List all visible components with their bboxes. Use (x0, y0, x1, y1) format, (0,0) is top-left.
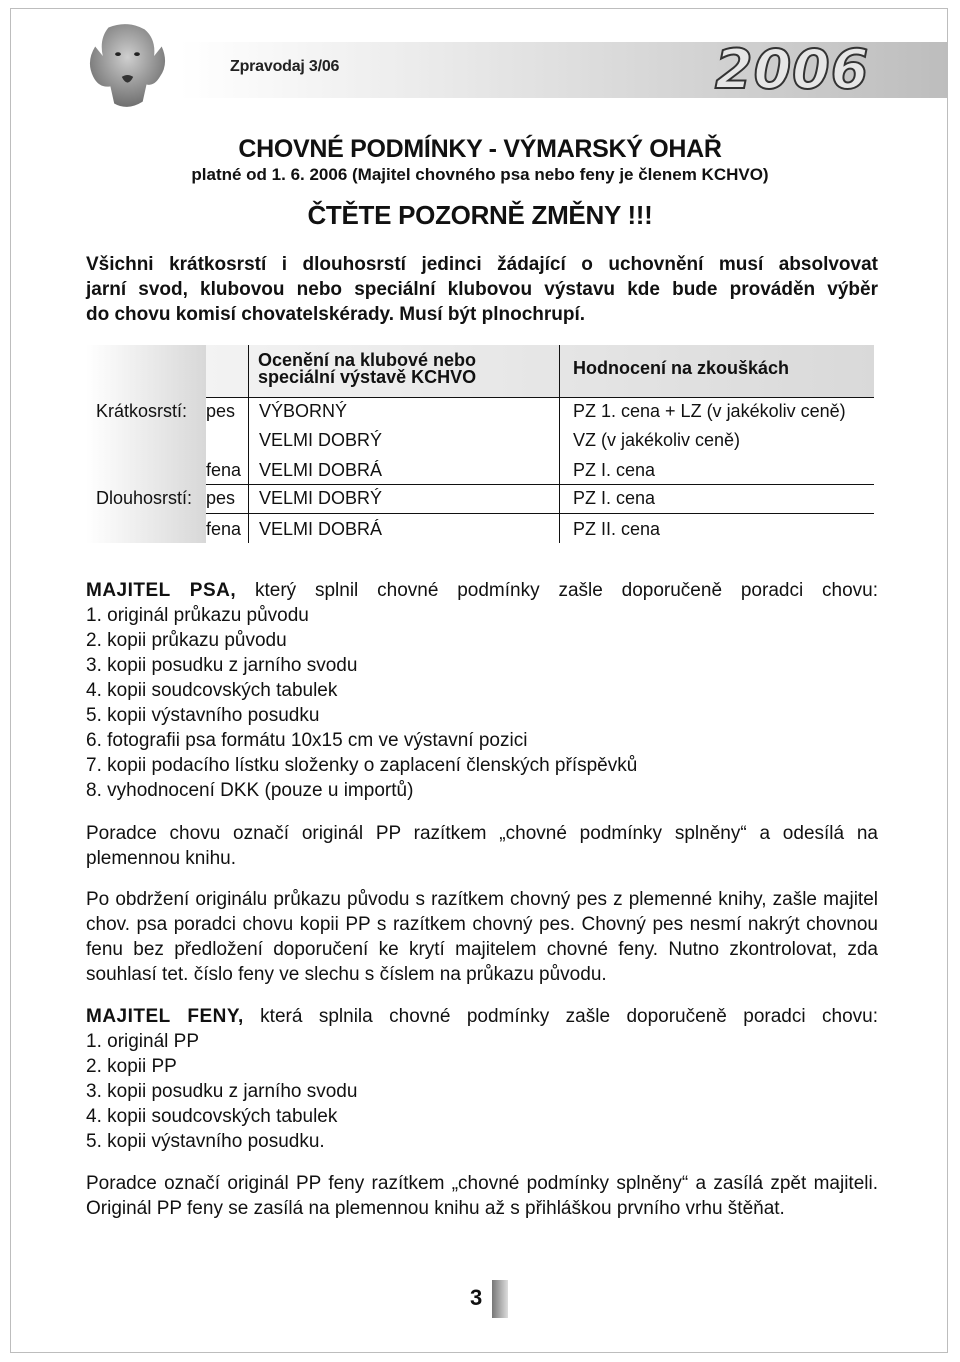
table-header-show: Ocenění na klubové nebo speciální výstavě KCHVO (258, 350, 477, 387)
list-item: 6. fotografii psa formátu 10x15 cm ve výstavní pozici (86, 730, 528, 751)
bitch-owner-section (86, 1004, 878, 1154)
table-cell-tests: PZ I. cena (573, 460, 656, 480)
dog-head-illustration (80, 18, 175, 113)
table-cell-tests: PZ I. cena (573, 488, 656, 508)
list-item: 2. kopii PP (86, 1056, 177, 1077)
intro-paragraph (86, 252, 878, 327)
intro-line-3: do chovu komisí chovatelskérady. Musí být plnochrupí. (86, 304, 586, 325)
stamp-paragraph-dog: Poradce chovu označí originál PP razítkem „chovné podmínky splněny“ a odesílá na plemennou knihu. (86, 823, 878, 869)
dog-owner-lead (86, 578, 878, 603)
bitch-owner-lead (86, 1004, 878, 1029)
newsletter-issue: Zpravodaj 3/06 (230, 58, 340, 75)
table-row-label-shade (86, 345, 206, 543)
dog-owner-section (86, 578, 878, 803)
table-cell-coat: Krátkosrstí: (96, 401, 188, 421)
issue-year: 2006 (715, 38, 870, 101)
table-cell-show: VELMI DOBRÁ (259, 519, 383, 539)
table-cell-tests: VZ (v jakékoliv ceně) (573, 430, 741, 450)
list-item: 2. kopii průkazu původu (86, 630, 287, 651)
table-cell-sex: fena (206, 460, 242, 480)
list-item: 1. originál průkazu původu (86, 605, 309, 626)
table-cell-show: VELMI DOBRÁ (259, 460, 383, 480)
table-cell-show: VELMI DOBRÝ (259, 488, 383, 508)
intro-line-2: jarní svod, klubovou nebo speciální klubovou výstavu kde bude prováděn výběr (86, 279, 878, 300)
bitch-owner-lead-text: která splnila chovné podmínky zašle doporučeně poradci chovu: (243, 1006, 879, 1027)
list-item: 3. kopii posudku z jarního svodu (86, 1081, 358, 1102)
table-cell-tests: PZ 1. cena + LZ (v jakékoliv ceně) (573, 401, 846, 421)
page-number: 3 (470, 1285, 483, 1310)
bitch-owner-heading: MAJITEL FENY, (86, 1006, 244, 1027)
changes-notice: ČTĚTE POZORNĚ ZMĚNY !!! (307, 200, 653, 230)
page-number-bar (492, 1280, 508, 1318)
intro-line-1: Všichni krátkosrstí i dlouhosrstí jedinci žádající o uchovnění musí absolvovat (86, 254, 878, 275)
list-item: 3. kopii posudku z jarního svodu (86, 655, 358, 676)
list-item: 1. originál PP (86, 1031, 200, 1052)
table-cell-sex: pes (206, 488, 236, 508)
table-cell-sex: fena (206, 519, 242, 539)
dog-owner-lead-text: který splnil chovné podmínky zašle doporučeně poradci chovu: (236, 580, 878, 601)
table-divider (206, 484, 874, 485)
table-cell-coat: Dlouhosrstí: (96, 488, 193, 508)
return-paragraph: Po obdržení originálu průkazu původu s razítkem chovný pes z plemenné knihy, zašle majitel chov. psa poradci chovu kopii PP s razítkem chovný pes. Chovný pes nesmí nakrýt chovnou fenu bez předložení doporučení ke krytí majitelem chovné feny. Nutno zkontrolovat, zda souhlasí tet. číslo feny ve slechu s číslem na průkazu původu. (86, 889, 878, 985)
page-title: CHOVNÉ PODMÍNKY - VÝMARSKÝ OHAŘ (238, 135, 722, 163)
page-subtitle: platné od 1. 6. 2006 (Majitel chovného psa nebo feny je členem KCHVO) (191, 165, 769, 184)
list-item: 8. vyhodnocení DKK (pouze u importů) (86, 780, 414, 801)
table-divider (206, 513, 874, 514)
table-cell-tests: PZ II. cena (573, 519, 661, 539)
list-item: 4. kopii soudcovských tabulek (86, 680, 338, 701)
stamp-paragraph-bitch: Poradce označí originál PP feny razítkem „chovné podmínky splněny“ a zasílá zpět majiteli. Originál PP feny se zasílá na plemennou knihu až s přihláškou prvního vrhu štěňat. (86, 1173, 878, 1219)
list-item: 7. kopii podacího lístku složenky o zaplacení členských příspěvků (86, 755, 638, 776)
table-cell-show: VELMI DOBRÝ (259, 430, 383, 450)
dog-owner-heading: MAJITEL PSA, (86, 580, 237, 601)
table-cell-sex: pes (206, 401, 236, 421)
list-item: 5. kopii výstavního posudku (86, 705, 320, 726)
list-item: 5. kopii výstavního posudku. (86, 1131, 325, 1152)
table-cell-show: VÝBORNÝ (259, 401, 348, 421)
table-header-tests: Hodnocení na zkouškách (573, 358, 790, 378)
list-item: 4. kopii soudcovských tabulek (86, 1106, 338, 1127)
table-divider (206, 397, 874, 398)
